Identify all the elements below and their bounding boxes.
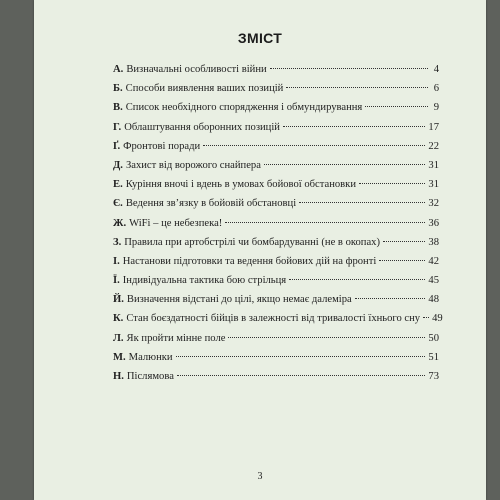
toc-entry bbox=[113, 122, 439, 141]
toc-entry-title: Післямова bbox=[126, 371, 174, 382]
dot-leader bbox=[359, 183, 425, 184]
toc-entry-letter: А. bbox=[113, 64, 124, 75]
dot-leader bbox=[270, 68, 428, 69]
toc-entry-title: Список необхідного спорядження і обмундирування bbox=[125, 102, 363, 114]
toc-entry bbox=[113, 160, 439, 179]
toc-entry-title: Стан боєздатності бійців в залежності від тривалості їхнього сну bbox=[126, 313, 421, 325]
toc-entry-page: 32 bbox=[428, 198, 439, 210]
toc-entry-page: 6 bbox=[433, 83, 439, 95]
dot-leader bbox=[355, 298, 426, 299]
toc-entry bbox=[113, 313, 443, 332]
dot-leader bbox=[423, 317, 429, 318]
toc-entry-page: 17 bbox=[428, 121, 439, 133]
dot-leader bbox=[289, 279, 425, 280]
toc-entry-page: 31 bbox=[428, 179, 439, 191]
dot-leader bbox=[228, 337, 425, 338]
toc-entry-letter: І. bbox=[113, 255, 120, 267]
toc-entry-page: 50 bbox=[428, 332, 439, 344]
toc-entry-letter: З. bbox=[113, 236, 122, 248]
toc-entry bbox=[113, 275, 439, 294]
toc-entry-letter: Ї. bbox=[113, 275, 120, 287]
toc-entry-title: Правила при артобстрілі чи бомбардуванні (не в окопах) bbox=[124, 236, 380, 248]
dot-leader bbox=[383, 241, 425, 242]
toc-entry-title: Облаштування оборонних позицій bbox=[124, 121, 280, 133]
toc-entry-title: Визначальні особливості війни bbox=[126, 64, 267, 75]
document-page bbox=[34, 0, 486, 500]
toc-entry-page: 38 bbox=[428, 236, 439, 248]
toc-entry bbox=[113, 256, 439, 275]
page-title: ЗМІСТ bbox=[237, 30, 283, 46]
toc-entry-letter: Н. bbox=[113, 371, 124, 382]
toc-entry bbox=[113, 64, 439, 83]
toc-entry-title: Настанови підготовки та ведення бойових дій на фронті bbox=[122, 255, 377, 267]
page-number: 3 bbox=[257, 471, 263, 482]
toc-entry-page: 45 bbox=[428, 275, 439, 287]
toc-entry-title: Способи виявлення ваших позицій bbox=[125, 83, 284, 95]
toc-entry-page: 42 bbox=[428, 255, 439, 267]
toc-entry-title: Визначення відстані до цілі, якщо немає далеміра bbox=[126, 294, 352, 306]
toc-entry-title: Індивідуальна тактика бою стрільця bbox=[122, 275, 287, 287]
dot-leader bbox=[176, 356, 426, 357]
toc-entry-page: 9 bbox=[433, 102, 439, 114]
toc-entry-title: Фронтові поради bbox=[123, 140, 201, 152]
toc-entry-page: 22 bbox=[428, 140, 439, 152]
dot-leader bbox=[225, 222, 425, 223]
toc-entry bbox=[113, 179, 439, 198]
dot-leader bbox=[286, 87, 428, 88]
toc-entry-letter: М. bbox=[113, 351, 126, 363]
toc-entry-title: WiFi – це небезпека! bbox=[129, 217, 223, 229]
toc-entry-letter: Й. bbox=[113, 294, 124, 306]
toc-entry-letter: Ґ. bbox=[113, 140, 121, 152]
toc-entry-title: Ведення зв’язку в бойовій обстановці bbox=[125, 198, 297, 210]
toc-entry-letter: Є. bbox=[113, 198, 123, 210]
toc-entry-letter: Е. bbox=[113, 179, 123, 191]
toc-entry-letter: Ж. bbox=[113, 217, 127, 229]
toc-entry bbox=[113, 333, 439, 352]
toc-entry bbox=[113, 198, 439, 217]
toc-entry bbox=[113, 83, 439, 102]
toc-entry-page: 36 bbox=[428, 217, 439, 229]
dot-leader bbox=[379, 260, 425, 261]
toc-entry-title: Куріння вночі і вдень в умовах бойової обстановки bbox=[125, 179, 356, 191]
toc-entry-page: 49 bbox=[432, 313, 443, 325]
dot-leader bbox=[264, 164, 425, 165]
toc-entry-page: 4 bbox=[433, 64, 439, 75]
dot-leader bbox=[203, 145, 425, 146]
toc-entry-letter: В. bbox=[113, 102, 123, 114]
toc-entry bbox=[113, 141, 439, 160]
toc-entry bbox=[113, 294, 439, 313]
toc-entry-letter: Л. bbox=[113, 332, 124, 344]
toc-entry-title: Малюнки bbox=[128, 351, 173, 363]
toc-entry-letter: К. bbox=[113, 313, 124, 325]
toc-entry bbox=[113, 352, 439, 371]
toc-entry-page: 48 bbox=[428, 294, 439, 306]
dot-leader bbox=[365, 106, 428, 107]
toc-entry-title: Захист від ворожого снайпера bbox=[125, 159, 261, 171]
toc-entry-letter: Д. bbox=[113, 159, 123, 171]
toc-entry-letter: Б. bbox=[113, 83, 123, 95]
toc-entry-page: 51 bbox=[428, 351, 439, 363]
toc-entry bbox=[113, 102, 439, 121]
dot-leader bbox=[299, 202, 425, 203]
dot-leader bbox=[177, 375, 425, 376]
toc-entry bbox=[113, 371, 439, 390]
toc-entry-page: 73 bbox=[428, 371, 439, 382]
dot-leader bbox=[283, 126, 425, 127]
toc-entry bbox=[113, 237, 439, 256]
toc-entry-letter: Г. bbox=[113, 121, 122, 133]
toc-entry-title: Як пройти мінне поле bbox=[126, 332, 226, 344]
table-of-contents bbox=[113, 64, 443, 390]
toc-entry-page: 31 bbox=[428, 159, 439, 171]
toc-entry bbox=[113, 218, 439, 237]
